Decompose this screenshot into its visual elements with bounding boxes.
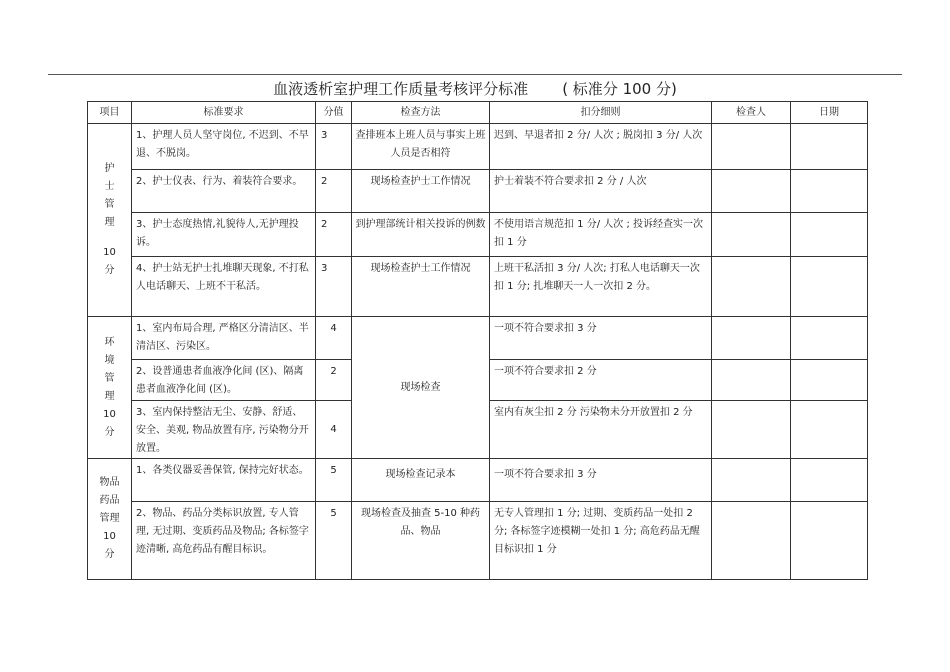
- method-cell: 到护理部统计相关投诉的例数: [352, 213, 490, 257]
- date-cell: [791, 170, 868, 213]
- table-row: [88, 459, 868, 502]
- requirement-cell: 2、护士仪表、行为、着装符合要求。: [132, 170, 316, 213]
- top-rule: [48, 74, 902, 75]
- header-deduction: 扣分细则: [490, 102, 712, 124]
- date-cell: [791, 360, 868, 401]
- score-cell: 2: [316, 170, 352, 213]
- inspector-cell: [712, 124, 791, 170]
- requirement-cell: 2、设普通患者血液净化间 (区)、隔离患者血液净化间 (区)。: [132, 360, 316, 401]
- requirement-cell: 3、护士态度热情,礼貌待人,无护理投诉。: [132, 213, 316, 257]
- inspector-cell: [712, 502, 791, 580]
- score-cell: 3: [316, 257, 352, 317]
- inspector-cell: [712, 170, 791, 213]
- requirement-cell: 4、护士站无护士扎堆聊天现象, 不打私人电话聊天、上班不干私活。: [132, 257, 316, 317]
- header-date: 日期: [791, 102, 868, 124]
- table-row: [88, 213, 868, 257]
- category-environment: 环 境 管 理 10 分: [88, 317, 132, 459]
- requirement-cell: 2、物品、药品分类标识放置, 专人管理, 无过期、变质药品及物品; 各标签字迹清晰, 高危药品有醒目标识。: [132, 502, 316, 580]
- header-row: [88, 102, 868, 124]
- method-cell: 现场检查护士工作情况: [352, 257, 490, 317]
- requirement-cell: 3、室内保持整洁无尘、安静、舒适、安全、美观, 物品放置有序, 污染物分开放置。: [132, 401, 316, 459]
- method-cell: 现场检查: [352, 317, 490, 459]
- requirement-cell: 1、护理人员人坚守岗位, 不迟到、不早退、不脱岗。: [132, 124, 316, 170]
- date-cell: [791, 502, 868, 580]
- scoring-table: [87, 101, 868, 580]
- deduction-cell: 上班干私活扣 3 分/ 人次; 打私人电话聊天一次扣 1 分; 扎堆聊天一人一次扣 2 分。: [490, 257, 712, 317]
- table-row: [88, 124, 868, 170]
- header-item: 项目: [88, 102, 132, 124]
- standard-score: ( 标准分 100 分): [562, 80, 677, 98]
- date-cell: [791, 317, 868, 360]
- deduction-cell: 室内有灰尘扣 2 分 污染物未分开放置扣 2 分: [490, 401, 712, 459]
- method-cell: 查排班本上班人员与事实上班人员是否相符: [352, 124, 490, 170]
- deduction-cell: 迟到、早退者扣 2 分/ 人次 ; 脱岗扣 3 分/ 人次: [490, 124, 712, 170]
- score-cell: 2: [316, 213, 352, 257]
- score-cell: 3: [316, 124, 352, 170]
- inspector-cell: [712, 213, 791, 257]
- score-cell: 4: [316, 401, 352, 459]
- deduction-cell: 护士着装不符合要求扣 2 分 / 人次: [490, 170, 712, 213]
- header-score: 分值: [316, 102, 352, 124]
- header-method: 检查方法: [352, 102, 490, 124]
- table-row: [88, 317, 868, 360]
- inspector-cell: [712, 317, 791, 360]
- date-cell: [791, 213, 868, 257]
- category-supplies: 物品 药品 管理 10 分: [88, 459, 132, 580]
- date-cell: [791, 459, 868, 502]
- page-title: [48, 79, 902, 99]
- method-cell: 现场检查护士工作情况: [352, 170, 490, 213]
- table-row: [88, 170, 868, 213]
- deduction-cell: 不使用语言规范扣 1 分/ 人次 ; 投诉经查实一次扣 1 分: [490, 213, 712, 257]
- table-row: [88, 502, 868, 580]
- deduction-cell: 一项不符合要求扣 3 分: [490, 459, 712, 502]
- inspector-cell: [712, 257, 791, 317]
- score-cell: 4: [316, 317, 352, 360]
- header-requirement: 标准要求: [132, 102, 316, 124]
- date-cell: [791, 124, 868, 170]
- requirement-cell: 1、室内布局合理, 严格区分清洁区、半清洁区、污染区。: [132, 317, 316, 360]
- score-cell: 2: [316, 360, 352, 401]
- deduction-cell: 无专人管理扣 1 分; 过期、变质药品一处扣 2 分; 各标签字迹模糊一处扣 1 分; 高危药品无醒目标识扣 1 分: [490, 502, 712, 580]
- deduction-cell: 一项不符合要求扣 2 分: [490, 360, 712, 401]
- date-cell: [791, 401, 868, 459]
- header-inspector: 检查人: [712, 102, 791, 124]
- score-cell: 5: [316, 459, 352, 502]
- deduction-cell: 一项不符合要求扣 3 分: [490, 317, 712, 360]
- method-cell: 现场检查及抽查 5-10 种药品、物品: [352, 502, 490, 580]
- category-nursing: 护 士 管 理 10 分: [88, 124, 132, 317]
- date-cell: [791, 257, 868, 317]
- method-cell: 现场检查记录本: [352, 459, 490, 502]
- title-text: 血液透析室护理工作质量考核评分标准: [273, 80, 529, 98]
- requirement-cell: 1、各类仪器妥善保管, 保持完好状态。: [132, 459, 316, 502]
- inspector-cell: [712, 360, 791, 401]
- table-row: [88, 257, 868, 317]
- inspector-cell: [712, 401, 791, 459]
- inspector-cell: [712, 459, 791, 502]
- score-cell: 5: [316, 502, 352, 580]
